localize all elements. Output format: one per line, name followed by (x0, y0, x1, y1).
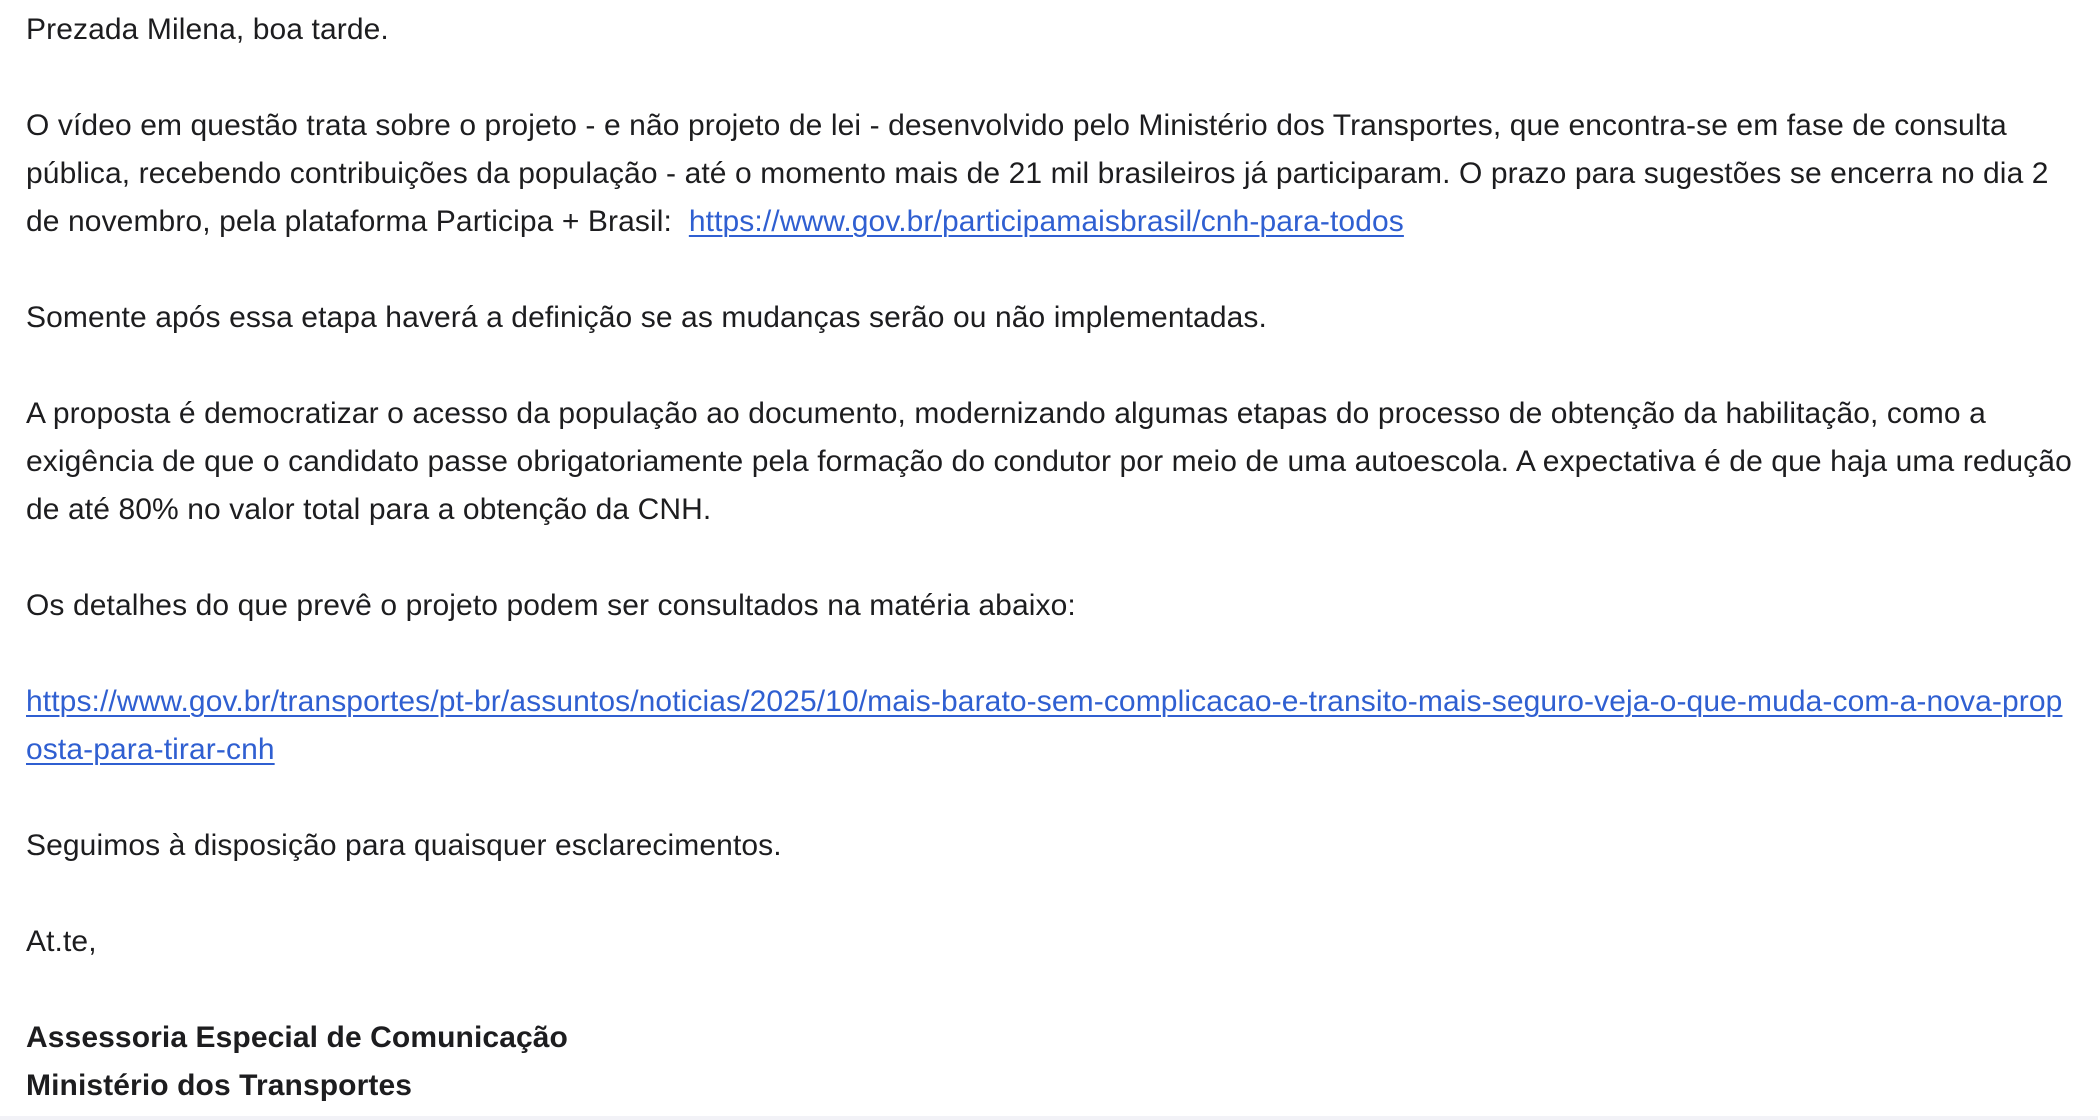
greeting-text: Prezada Milena, boa tarde. (26, 13, 389, 46)
paragraph-details: Os detalhes do que prevê o projeto podem ser consultados na matéria abaixo: (26, 589, 1076, 622)
participa-brasil-link[interactable]: https://www.gov.br/participamaisbrasil/cnh-para-todos (688, 205, 1404, 238)
paragraph-proposal: A proposta é democratizar o acesso da população ao documento, modernizando algumas etapas do processo de obtenção da habilitação, como a exigência de que o candidato passe obrigatoriamente pela formação do condutor por meio de uma autoescola. A expectativa é de que haja uma redução de até 80% no valor total para a obtenção da CNH. (26, 397, 2081, 526)
news-article-link[interactable]: https://www.gov.br/transportes/pt-br/assuntos/noticias/2025/10/mais-barato-sem-complicacao-e-transito-mais-seguro-veja-o-que-muda-com-a-nova-proposta-para-tirar-cnh (26, 685, 2063, 766)
paragraph-consultation (26, 102, 2086, 246)
signature-department: Assessoria Especial de Comunicação (26, 1021, 568, 1054)
closing-text: At.te, (26, 925, 97, 958)
paragraph-consultation-text: O vídeo em questão trata sobre o projeto - e não projeto de lei - desenvolvido pelo Ministério dos Transportes, que encontra-se em fase de consulta pública, recebendo contribuições da população - até o momento mais de 21 mil brasileiros já participaram. O prazo para sugestões se encerra no dia 2 de novembro, pela plataforma Participa + Brasil: (26, 109, 2058, 238)
paragraph-availability: Seguimos à disposição para quaisquer esclarecimentos. (26, 829, 782, 862)
email-body (26, 6, 2086, 1110)
paragraph-next-step: Somente após essa etapa haverá a definição se as mudanças serão ou não implementadas. (26, 301, 1267, 334)
signature-ministry: Ministério dos Transportes (26, 1069, 413, 1102)
bottom-divider (0, 1116, 2098, 1120)
paragraph-news-link (26, 678, 2066, 774)
